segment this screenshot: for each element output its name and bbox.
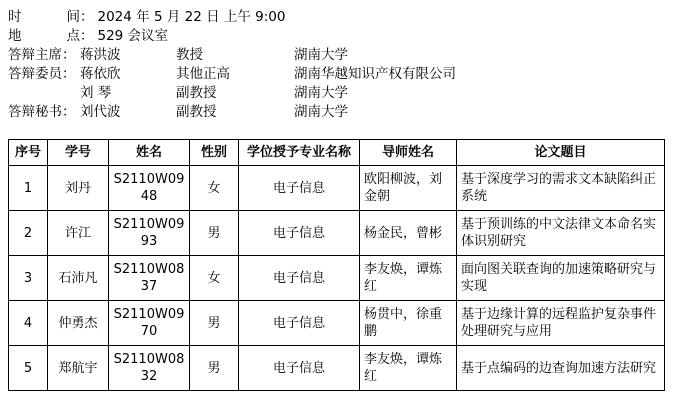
table-header-row bbox=[9, 140, 665, 166]
cell-supervisor: 李友焕，谭炼红 bbox=[360, 256, 457, 301]
meta-label-place: 地 点 bbox=[8, 28, 80, 44]
cell-supervisor: 杨金民，曾彬 bbox=[360, 211, 457, 256]
cell-major: 电子信息 bbox=[239, 166, 360, 211]
cell-thesis-title: 基于边缘计算的远程监护复杂事件处理研究与应用 bbox=[457, 301, 665, 346]
table-header-name: 姓名 bbox=[109, 140, 190, 166]
cell-index: 5 bbox=[9, 346, 48, 391]
cell-student-id: 郑航宇 bbox=[48, 346, 109, 391]
meta-org-chair: 湖南大学 bbox=[294, 47, 348, 63]
table-header-supervisor: 导师姓名 bbox=[360, 140, 457, 166]
cell-index: 4 bbox=[9, 301, 48, 346]
meta-name-member-1: 蒋依欣 bbox=[80, 66, 121, 82]
cell-thesis-title: 基于深度学习的需求文本缺陷纠正系统 bbox=[457, 166, 665, 211]
cell-sex: 男 bbox=[190, 211, 239, 256]
cell-thesis-title: 基于点编码的边查询加速方法研究 bbox=[457, 346, 665, 391]
cell-sex: 女 bbox=[190, 256, 239, 301]
cell-student-id: 许江 bbox=[48, 211, 109, 256]
table-row bbox=[9, 256, 665, 301]
table-header-sex: 性别 bbox=[190, 140, 239, 166]
cell-major: 电子信息 bbox=[239, 301, 360, 346]
table-row bbox=[9, 301, 665, 346]
cell-index: 1 bbox=[9, 166, 48, 211]
meta-block bbox=[8, 8, 667, 122]
cell-name: S2110W0948 bbox=[109, 166, 190, 211]
cell-name: S2110W0993 bbox=[109, 211, 190, 256]
table-header-index: 序号 bbox=[9, 140, 48, 166]
cell-student-id: 仲勇杰 bbox=[48, 301, 109, 346]
meta-colon-place: ： bbox=[80, 28, 94, 44]
meta-org-secretary: 湖南大学 bbox=[294, 104, 348, 120]
table-header-thesis-title: 论文题目 bbox=[457, 140, 665, 166]
cell-sex: 女 bbox=[190, 166, 239, 211]
meta-role-secretary: 答辩秘书： bbox=[8, 104, 76, 120]
cell-sex: 男 bbox=[190, 301, 239, 346]
cell-major: 电子信息 bbox=[239, 346, 360, 391]
cell-name: S2110W0837 bbox=[109, 256, 190, 301]
cell-supervisor: 杨贯中，徐重鹏 bbox=[360, 301, 457, 346]
meta-label-time: 时 间 bbox=[8, 9, 80, 25]
meta-name-member-2: 刘 琴 bbox=[80, 85, 112, 101]
meta-title-chair: 教授 bbox=[176, 47, 203, 63]
meta-title-member-1: 其他正高 bbox=[176, 66, 230, 82]
meta-org-member-2: 湖南大学 bbox=[294, 85, 348, 101]
meta-row-place bbox=[8, 27, 667, 46]
table-header-major: 学位授予专业名称 bbox=[239, 140, 360, 166]
meta-row-secretary bbox=[8, 103, 667, 122]
table-header-student-id: 学号 bbox=[48, 140, 109, 166]
cell-index: 2 bbox=[9, 211, 48, 256]
cell-student-id: 刘丹 bbox=[48, 166, 109, 211]
defense-table bbox=[8, 139, 665, 391]
cell-name: S2110W0970 bbox=[109, 301, 190, 346]
cell-supervisor: 欧阳柳波，刘金朝 bbox=[360, 166, 457, 211]
cell-major: 电子信息 bbox=[239, 256, 360, 301]
meta-title-member-2: 副教授 bbox=[176, 85, 217, 101]
table-row bbox=[9, 166, 665, 211]
meta-value-place: 529 会议室 bbox=[97, 28, 169, 44]
meta-name-secretary: 刘代波 bbox=[80, 104, 121, 120]
cell-thesis-title: 面向图关联查询的加速策略研究与实现 bbox=[457, 256, 665, 301]
meta-row-time bbox=[8, 8, 667, 27]
meta-role-member-1: 答辩委员： bbox=[8, 66, 76, 82]
cell-name: S2110W0832 bbox=[109, 346, 190, 391]
cell-thesis-title: 基于预训练的中文法律文本命名实体识别研究 bbox=[457, 211, 665, 256]
meta-row-chair bbox=[8, 46, 667, 65]
table-row bbox=[9, 211, 665, 256]
cell-sex: 男 bbox=[190, 346, 239, 391]
meta-row-member-2 bbox=[8, 84, 667, 103]
cell-supervisor: 李友焕，谭炼红 bbox=[360, 346, 457, 391]
meta-name-chair: 蒋洪波 bbox=[80, 47, 121, 63]
table-row bbox=[9, 346, 665, 391]
cell-major: 电子信息 bbox=[239, 211, 360, 256]
meta-org-member-1: 湖南华越知识产权有限公司 bbox=[294, 66, 456, 82]
meta-row-member-1 bbox=[8, 65, 667, 84]
cell-index: 3 bbox=[9, 256, 48, 301]
meta-title-secretary: 副教授 bbox=[176, 104, 217, 120]
cell-student-id: 石沛凡 bbox=[48, 256, 109, 301]
meta-value-time: 2024 年 5 月 22 日 上午 9:00 bbox=[97, 9, 286, 25]
meta-colon-time: ： bbox=[80, 9, 94, 25]
meta-role-chair: 答辩主席： bbox=[8, 47, 76, 63]
